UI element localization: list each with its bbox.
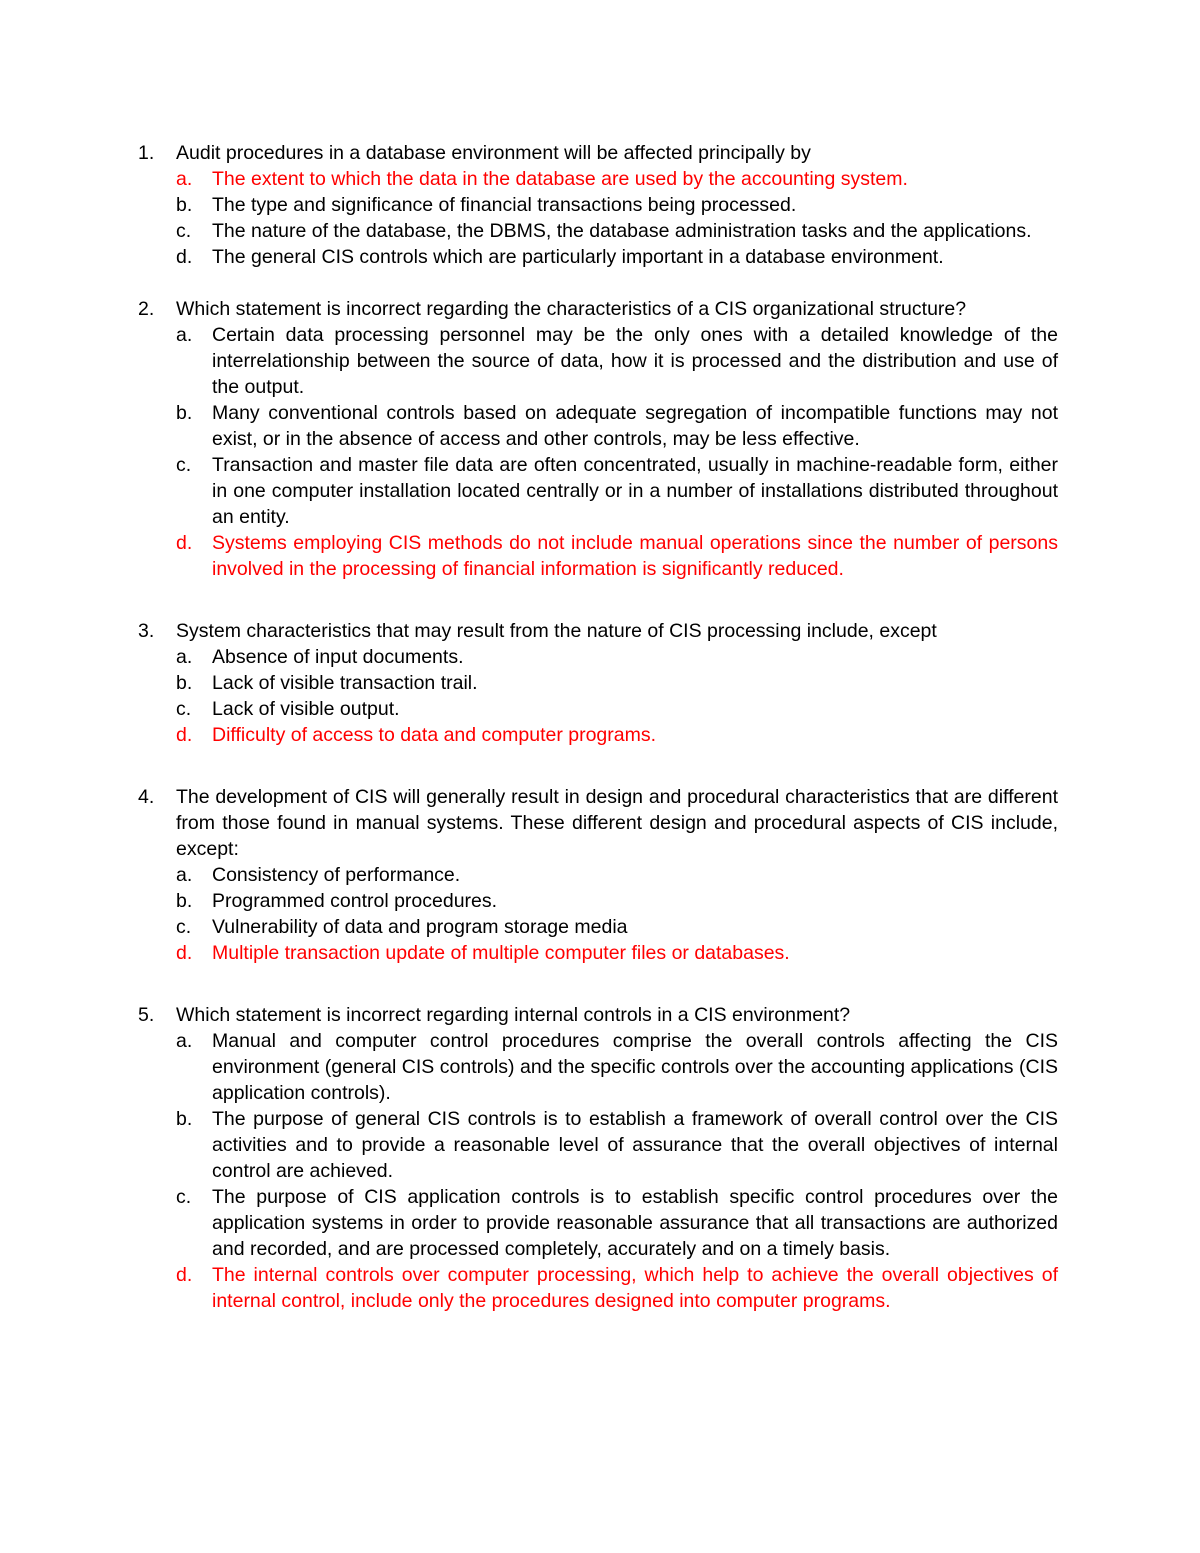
option-a	[176, 166, 1058, 192]
option-text: The purpose of CIS application controls is to establish specific control procedures over the application systems in order to provide reasonable assurance that all transactions are authorized and recorded, and are processed completely, accurately and on a timely basis.	[212, 1186, 1058, 1260]
question-text: Which statement is incorrect regarding the characteristics of a CIS organizational structure?	[176, 298, 967, 320]
option-text: Certain data processing personnel may be the only ones with a detailed knowledge of the interrelationship between the source of data, how it is processed and the distribution and use of the output.	[212, 324, 1058, 398]
option-c	[176, 452, 1058, 530]
option-c	[176, 1184, 1058, 1262]
option-letter: b.	[176, 890, 193, 912]
option-b	[176, 400, 1058, 452]
spacer	[138, 748, 1058, 784]
option-text: Many conventional controls based on adequate segregation of incompatible functions may not exist, or in the absence of access and other controls, may be less effective.	[212, 402, 1058, 450]
question-text: Audit procedures in a database environment will be affected principally by	[176, 142, 811, 164]
option-d	[176, 722, 1058, 748]
option-b	[176, 888, 1058, 914]
spacer	[138, 270, 1058, 296]
option-c	[176, 218, 1058, 244]
option-d	[176, 1262, 1058, 1314]
question-4	[138, 784, 1058, 966]
option-b	[176, 1106, 1058, 1184]
option-letter: a.	[176, 646, 193, 668]
option-text: Difficulty of access to data and computer programs.	[212, 724, 657, 746]
question-number: 1.	[138, 142, 155, 164]
option-letter: b.	[176, 194, 193, 216]
option-d	[176, 244, 1058, 270]
option-letter: a.	[176, 324, 193, 346]
option-b	[176, 192, 1058, 218]
question-list	[138, 140, 1058, 1314]
option-text: Systems employing CIS methods do not include manual operations since the number of persons involved in the processing of financial information is significantly reduced.	[212, 532, 1058, 580]
question-number: 3.	[138, 620, 155, 642]
option-letter: d.	[176, 246, 193, 268]
option-d	[176, 940, 1058, 966]
option-letter: d.	[176, 724, 193, 746]
option-text: Vulnerability of data and program storage media	[212, 916, 628, 938]
option-text: Lack of visible transaction trail.	[212, 672, 478, 694]
question-text: System characteristics that may result from the nature of CIS processing include, except	[176, 620, 937, 642]
option-text: Absence of input documents.	[212, 646, 464, 668]
option-c	[176, 696, 1058, 722]
option-letter: b.	[176, 402, 193, 424]
question-2	[138, 296, 1058, 582]
option-letter: c.	[176, 698, 192, 720]
question-text: The development of CIS will generally result in design and procedural characteristics that are different from those found in manual systems. These different design and procedural aspects of CIS include, except:	[176, 786, 1058, 860]
option-text: Multiple transaction update of multiple computer files or databases.	[212, 942, 790, 964]
option-text: Consistency of performance.	[212, 864, 461, 886]
option-d	[176, 530, 1058, 582]
option-letter: a.	[176, 1030, 193, 1052]
question-1	[138, 140, 1058, 270]
option-text: The nature of the database, the DBMS, the database administration tasks and the applications.	[212, 220, 1032, 242]
option-c	[176, 914, 1058, 940]
option-b	[176, 670, 1058, 696]
spacer	[138, 582, 1058, 618]
option-letter: c.	[176, 1186, 192, 1208]
option-letter: d.	[176, 942, 193, 964]
option-letter: c.	[176, 220, 192, 242]
option-letter: b.	[176, 1108, 193, 1130]
option-text: The extent to which the data in the database are used by the accounting system.	[212, 168, 908, 190]
option-letter: d.	[176, 532, 193, 554]
question-3	[138, 618, 1058, 748]
option-letter: c.	[176, 916, 192, 938]
option-text: The general CIS controls which are particularly important in a database environment.	[212, 246, 944, 268]
option-letter: a.	[176, 864, 193, 886]
option-a	[176, 862, 1058, 888]
question-number: 2.	[138, 298, 155, 320]
option-letter: d.	[176, 1264, 193, 1286]
option-letter: c.	[176, 454, 192, 476]
option-text: The purpose of general CIS controls is to establish a framework of overall control over the CIS activities and to provide a reasonable level of assurance that the overall objectives of internal control are achieved.	[212, 1108, 1058, 1182]
question-text: Which statement is incorrect regarding internal controls in a CIS environment?	[176, 1004, 851, 1026]
option-a	[176, 644, 1058, 670]
question-5	[138, 1002, 1058, 1314]
option-a	[176, 322, 1058, 400]
option-a	[176, 1028, 1058, 1106]
option-text: The internal controls over computer processing, which help to achieve the overall objectives of internal control, include only the procedures designed into computer programs.	[212, 1264, 1058, 1312]
option-letter: a.	[176, 168, 193, 190]
option-text: The type and significance of financial transactions being processed.	[212, 194, 797, 216]
option-text: Lack of visible output.	[212, 698, 400, 720]
option-text: Manual and computer control procedures comprise the overall controls affecting the CIS environment (general CIS controls) and the specific controls over the accounting applications (CIS application controls).	[212, 1030, 1058, 1104]
question-number: 5.	[138, 1004, 155, 1026]
option-letter: b.	[176, 672, 193, 694]
question-number: 4.	[138, 786, 155, 808]
option-text: Programmed control procedures.	[212, 890, 498, 912]
option-text: Transaction and master file data are often concentrated, usually in machine-readable form, either in one computer installation located centrally or in a number of installations distributed throughout an entity.	[212, 454, 1058, 528]
spacer	[138, 966, 1058, 1002]
